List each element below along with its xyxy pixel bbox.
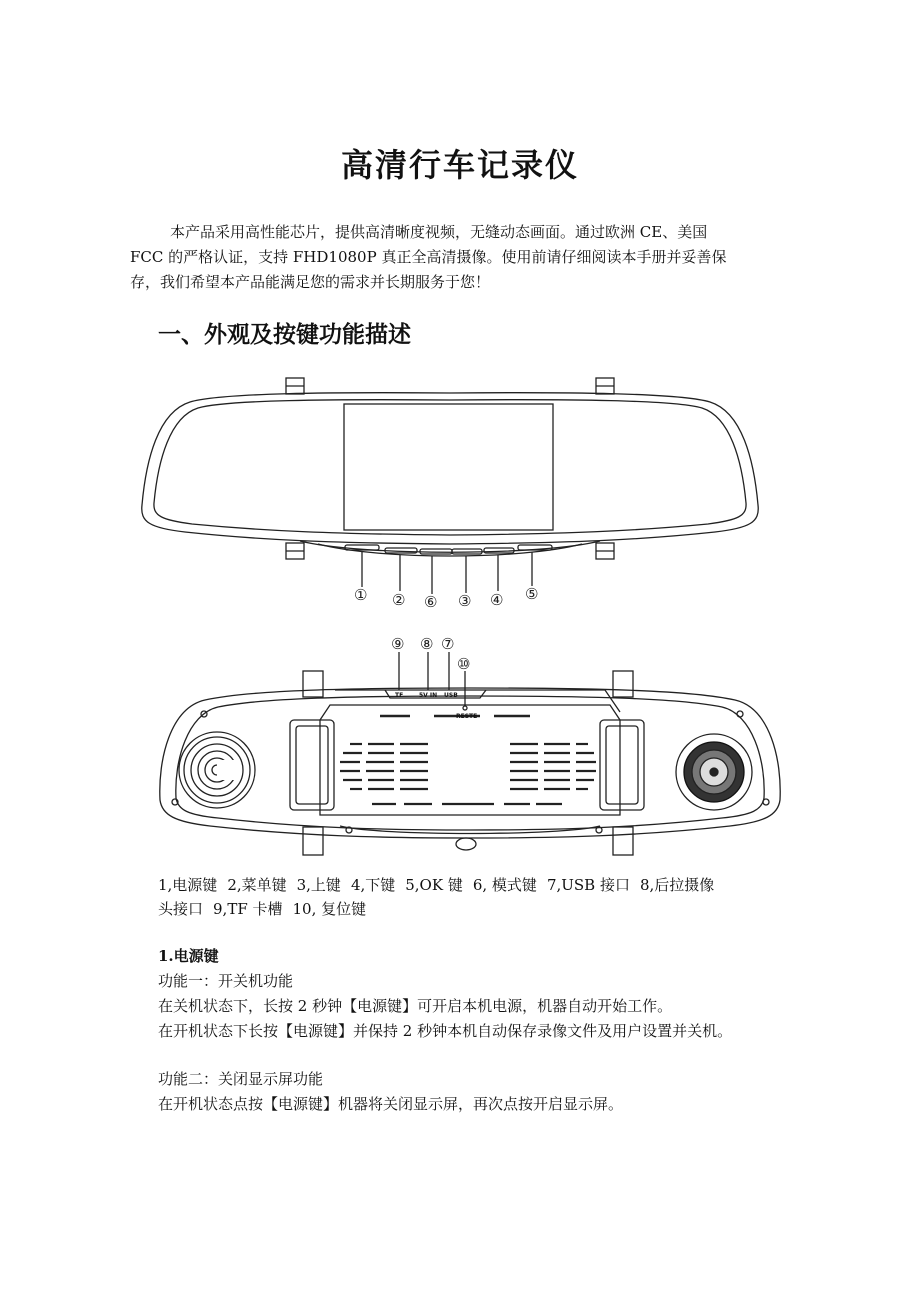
power-key-heading: 1.电源键 — [158, 947, 219, 965]
power-key-section — [158, 944, 798, 1117]
legend-item: 7,USB 接口 — [546, 876, 630, 894]
callout-6: ⑥ — [424, 593, 438, 611]
callout-3: ③ — [458, 592, 472, 610]
legend-item: 6, 模式键 — [472, 876, 537, 894]
intro-line-3: 存，我们希望本产品能满足您的需求并长期服务于您！ — [130, 273, 491, 291]
callout-7: ⑦ — [441, 635, 455, 653]
function-1-line-2: 在开机状态下长按【电源键】并保持 2 秒钟本机自动保存录像文件及用户设置并关机。 — [158, 1022, 733, 1040]
callout-5: ⑤ — [525, 585, 539, 603]
port-label-reset: RESTE — [456, 713, 478, 720]
back-view-drawing — [160, 652, 780, 855]
callout-1: ① — [354, 586, 368, 604]
function-2-line-1: 在开机状态点按【电源键】机器将关闭显示屏，再次点按开启显示屏。 — [158, 1095, 624, 1113]
section-heading: 一、外观及按键功能描述 — [158, 322, 411, 348]
legend-item: 9,TF 卡槽 — [213, 900, 283, 918]
legend-item: 3,上键 — [296, 876, 341, 894]
legend-item: 4,下键 — [350, 876, 396, 894]
front-view-drawing — [142, 378, 758, 594]
legend-item: 8,后拉摄像 — [639, 876, 715, 894]
legend-item: 5,OK 键 — [405, 876, 463, 894]
port-label-tf: TF — [395, 692, 404, 699]
port-label-5v: 5V IN — [419, 692, 438, 699]
function-1-line-1: 在关机状态下，长按 2 秒钟【电源键】可开启本机电源，机器自动开始工作。 — [158, 997, 673, 1015]
intro-line-2: FCC 的严格认证，支持 FHD1080P 真正全高清摄像。使用前请仔细阅读本手册并妥善保 — [130, 248, 727, 266]
legend-item: 10, 复位键 — [292, 900, 367, 918]
key-legend — [158, 873, 778, 921]
document-title: 高清行车记录仪 — [340, 146, 579, 184]
callout-10: ⑩ — [457, 655, 471, 673]
callout-4: ④ — [490, 591, 504, 609]
intro-line-1: 本产品采用高性能芯片，提供高清晰度视频，无缝动态画面。通过欧洲 CE、美国 — [170, 223, 708, 241]
legend-item: 2,菜单键 — [227, 876, 287, 894]
callout-9: ⑨ — [391, 635, 405, 653]
legend-item: 头接口 — [158, 900, 204, 918]
port-label-usb: USB — [444, 692, 458, 699]
function-1-title: 功能一：开关机功能 — [158, 972, 294, 990]
function-2-title: 功能二：关闭显示屏功能 — [158, 1070, 324, 1088]
callout-2: ② — [392, 591, 406, 609]
legend-item: 1,电源键 — [158, 876, 218, 894]
callout-8: ⑧ — [420, 635, 434, 653]
